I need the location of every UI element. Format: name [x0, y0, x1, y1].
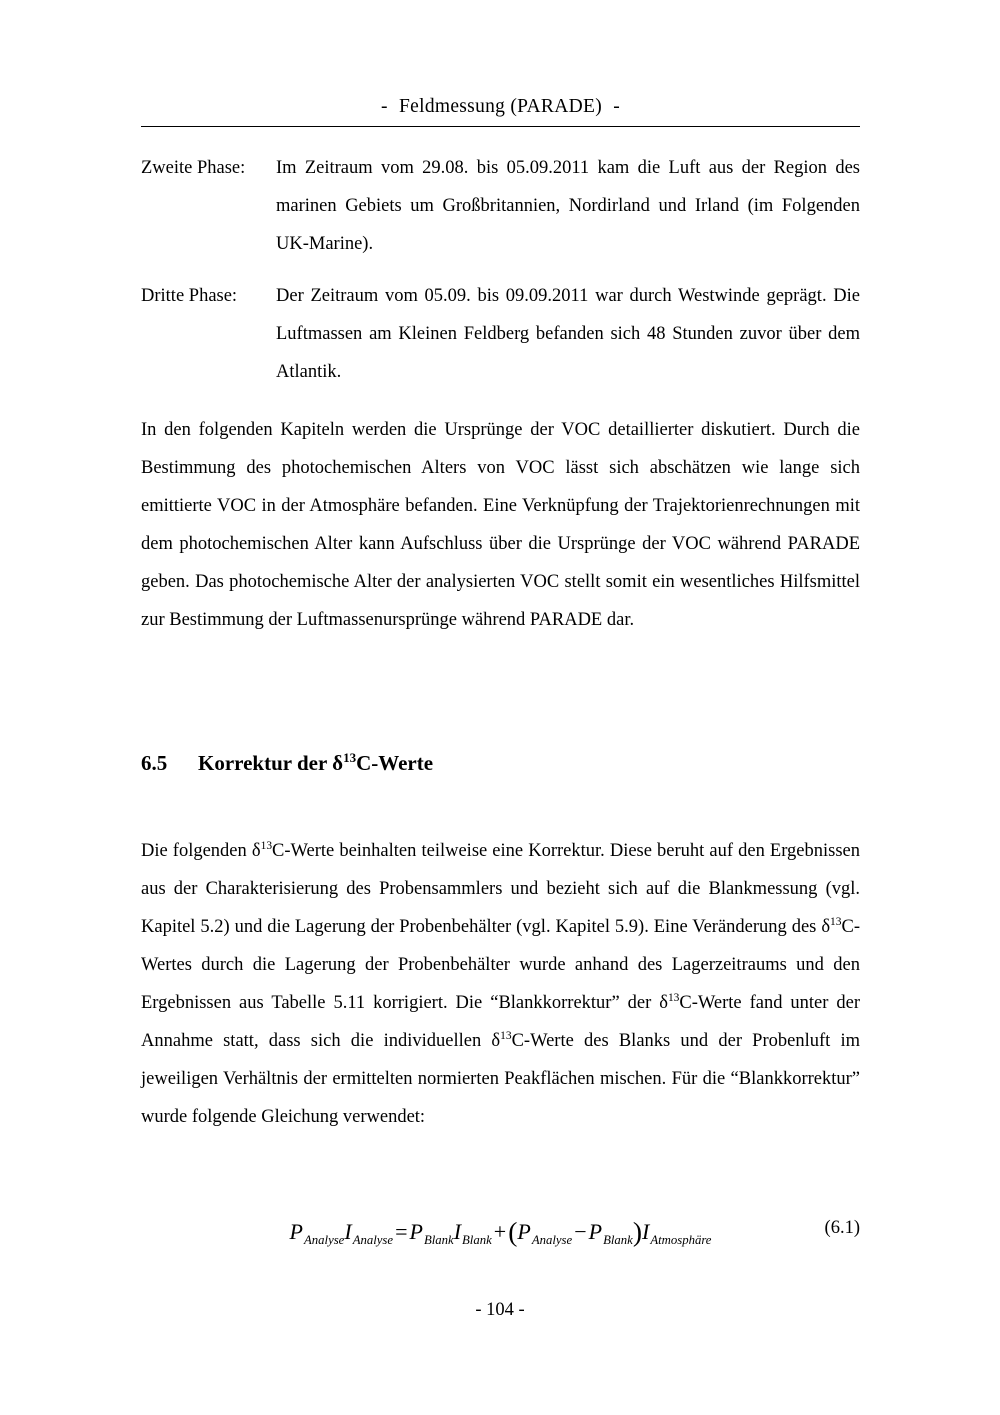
correction-text-1: Die folgenden δ [141, 841, 261, 861]
eq-i-analyse-sub: Analyse [352, 1232, 394, 1247]
eq-p-blank-2-sub: Blank [603, 1232, 633, 1247]
eq-open-paren: ( [508, 1216, 518, 1247]
page-footer: - 104 - [475, 1300, 525, 1320]
running-header-title: Feldmessung (PARADE) [399, 96, 602, 117]
running-header-dash-right: - [613, 96, 620, 117]
eq-i-blank-sub: Blank [462, 1232, 492, 1247]
eq-p-analyse-2: P [517, 1219, 531, 1245]
correction-sup-3: 13 [667, 991, 680, 1004]
running-header [141, 0, 860, 127]
correction-text-4: C-Werte fand unter der Annahme statt, dass sich die individuellen δ [141, 993, 860, 1051]
equation-row [141, 1212, 860, 1252]
intro-paragraph: In den folgenden Kapiteln werden die Ursprünge der VOC detaillierter diskutiert. Durch die Bestimmung des photochemischen Alters von VOC lässt sich abschätzen wie lange sich emittierte VOC in der Atmosphäre befanden. Eine Verknüpfung der Trajektorienrechnungen mit dem photochemischen Alter kann Aufschluss über die Ursprünge der VOC während PARADE geben. Das photochemische Alter der analysierten VOC stellt somit ein wesentliches Hilfsmittel zur Bestimmung der Luftmassenursprünge während PARADE dar. [141, 420, 860, 630]
correction-paragraph [141, 832, 860, 1136]
section-heading [141, 751, 860, 776]
eq-p-blank-sub: Blank [423, 1232, 454, 1247]
eq-close-paren: ) [632, 1216, 642, 1247]
definition-list [141, 149, 860, 391]
eq-p-analyse-2-sub: Analyse [531, 1232, 573, 1247]
correction-sup-2: 13 [830, 915, 842, 928]
section-number: 6.5 [141, 751, 168, 775]
correction-text-2: C-Werte beinhalten teilweise eine Korrektur. Diese beruht auf den Ergebnissen aus der Charakterisierung des Probensammlers und bezieht sich auf die Blankmessung (vgl. Kapitel 5.2) und die Lagerung der Probenbehälter (vgl. Kapitel 5.9). Eine Veränderung des δ [141, 841, 860, 937]
definition-term: Zweite Phase: [141, 158, 246, 178]
definition-text: Der Zeitraum vom 05.09. bis 09.09.2011 war durch Westwinde geprägt. Die Luftmassen am Kleinen Feldberg befanden sich 48 Stunden zuvor über dem Atlantik. [276, 286, 860, 382]
eq-i-atmosphaere-sub: Atmosphäre [650, 1232, 712, 1247]
section-title-before: Korrektur der δ [198, 751, 344, 775]
equation-number: (6.1) [824, 1218, 860, 1238]
eq-p-blank-2: P [588, 1219, 603, 1245]
correction-text-3: C-Wertes durch die Lagerung der Probenbehälter wurde anhand des Lagerzeitraums und den Ergebnissen aus Tabelle 5.11 korrigiert. Die “Blankkorrektur” der δ [141, 917, 860, 1013]
definition-row [141, 277, 860, 391]
correction-sup-4: 13 [500, 1029, 512, 1042]
running-header-dash-left: - [381, 96, 388, 117]
definition-text: Im Zeitraum vom 29.08. bis 05.09.2011 kam die Luft aus der Region des marinen Gebiets um Großbritannien, Nordirland und Irland (im Folgenden UK-Marine). [276, 158, 860, 254]
eq-i-analyse: I [344, 1219, 352, 1245]
eq-i-atmosphaere: I [641, 1219, 650, 1245]
intro-paragraph-block [141, 411, 860, 639]
correction-sup-1: 13 [260, 839, 273, 852]
eq-minus: − [574, 1219, 587, 1245]
eq-p-analyse-sub: Analyse [303, 1232, 345, 1247]
definition-row [141, 149, 860, 263]
correction-paragraph-block [141, 832, 860, 1136]
definition-term: Dritte Phase: [141, 286, 238, 306]
equation-6-1 [141, 1216, 860, 1248]
eq-plus: + [493, 1219, 507, 1245]
section-title-after: C-Werte [356, 751, 434, 775]
correction-text-5: C-Werte des Blanks und der Probenluft im jeweiligen Verhältnis der ermittelten normierten Peakflächen mischen. Für die “Blankkorrektur” wurde folgende Gleichung verwendet: [141, 1031, 860, 1127]
eq-i-blank: I [453, 1219, 462, 1245]
section-title [198, 751, 433, 776]
eq-equals: = [395, 1219, 408, 1245]
eq-p-analyse: P [289, 1219, 303, 1245]
section-title-superscript: 13 [343, 750, 357, 765]
eq-p-blank: P [409, 1219, 423, 1245]
page-content [141, 0, 860, 1252]
